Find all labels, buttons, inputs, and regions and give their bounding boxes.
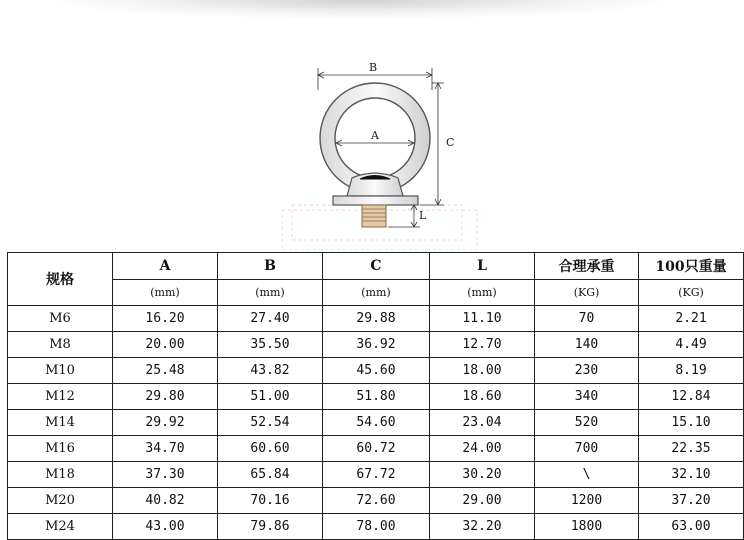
- table-cell: 18.00: [430, 358, 535, 384]
- spec-cell: M24: [8, 514, 113, 540]
- table-cell: 20.00: [113, 332, 218, 358]
- col-load-header: 合理承重: [535, 253, 639, 280]
- col-b-header: B: [218, 253, 323, 280]
- table-cell: 34.70: [113, 436, 218, 462]
- table-cell: 29.00: [430, 488, 535, 514]
- spec-table: [7, 252, 744, 540]
- col-a-unit: (mm): [113, 280, 218, 306]
- spec-cell: M18: [8, 462, 113, 488]
- table-row: [8, 514, 744, 540]
- header-row: [8, 253, 744, 280]
- spec-cell: M14: [8, 410, 113, 436]
- table-cell: 15.10: [639, 410, 744, 436]
- table-row: [8, 358, 744, 384]
- col-b-unit: (mm): [218, 280, 323, 306]
- spec-cell: M8: [8, 332, 113, 358]
- table-cell: 45.60: [323, 358, 430, 384]
- table-cell: 51.00: [218, 384, 323, 410]
- col-weight-header: 100只重量: [639, 253, 744, 280]
- table-cell: 60.72: [323, 436, 430, 462]
- table-row: [8, 410, 744, 436]
- table-cell: 18.60: [430, 384, 535, 410]
- col-l-unit: (mm): [430, 280, 535, 306]
- table-cell: 72.60: [323, 488, 430, 514]
- spec-cell: M6: [8, 306, 113, 332]
- table-cell: 27.40: [218, 306, 323, 332]
- table-cell: 32.10: [639, 462, 744, 488]
- spec-header: 规格: [8, 253, 113, 306]
- table-cell: 35.50: [218, 332, 323, 358]
- col-a-header: A: [113, 253, 218, 280]
- table-cell: 70: [535, 306, 639, 332]
- table-cell: 37.30: [113, 462, 218, 488]
- label-c: C: [446, 136, 455, 149]
- spec-cell: M20: [8, 488, 113, 514]
- table-cell: 37.20: [639, 488, 744, 514]
- table-cell: 29.92: [113, 410, 218, 436]
- table-cell: 60.60: [218, 436, 323, 462]
- table-cell: 54.60: [323, 410, 430, 436]
- table-cell: 43.00: [113, 514, 218, 540]
- table-cell: 230: [535, 358, 639, 384]
- table-cell: 1200: [535, 488, 639, 514]
- table-row: [8, 306, 744, 332]
- table-cell: 24.00: [430, 436, 535, 462]
- label-l: L: [419, 209, 427, 222]
- table-cell: 30.20: [430, 462, 535, 488]
- table-cell: 29.88: [323, 306, 430, 332]
- table-cell: \: [535, 462, 639, 488]
- table-cell: 22.35: [639, 436, 744, 462]
- col-l-header: L: [430, 253, 535, 280]
- col-weight-unit: (KG): [639, 280, 744, 306]
- table-cell: 12.84: [639, 384, 744, 410]
- table-cell: 16.20: [113, 306, 218, 332]
- table-cell: 700: [535, 436, 639, 462]
- table-row: [8, 332, 744, 358]
- table-cell: 11.10: [430, 306, 535, 332]
- table-cell: 23.04: [430, 410, 535, 436]
- table-cell: 2.21: [639, 306, 744, 332]
- table-cell: 1800: [535, 514, 639, 540]
- eye-bolt-diagram: [0, 0, 744, 250]
- table-cell: 78.00: [323, 514, 430, 540]
- table-cell: 340: [535, 384, 639, 410]
- table-row: [8, 384, 744, 410]
- col-c-unit: (mm): [323, 280, 430, 306]
- spec-cell: M10: [8, 358, 113, 384]
- table-cell: 4.49: [639, 332, 744, 358]
- table-cell: 52.54: [218, 410, 323, 436]
- label-b: B: [368, 61, 378, 74]
- table-cell: 25.48: [113, 358, 218, 384]
- table-row: [8, 462, 744, 488]
- table-cell: 43.82: [218, 358, 323, 384]
- spec-cell: M12: [8, 384, 113, 410]
- unit-row: [8, 280, 744, 306]
- table-cell: 70.16: [218, 488, 323, 514]
- table-cell: 29.80: [113, 384, 218, 410]
- table-cell: 140: [535, 332, 639, 358]
- table-cell: 40.82: [113, 488, 218, 514]
- col-c-header: C: [323, 253, 430, 280]
- spec-cell: M16: [8, 436, 113, 462]
- threaded-shank: [362, 205, 386, 227]
- table-cell: 36.92: [323, 332, 430, 358]
- table-cell: 65.84: [218, 462, 323, 488]
- col-load-unit: (KG): [535, 280, 639, 306]
- table-cell: 51.80: [323, 384, 430, 410]
- dimension-l: [388, 205, 420, 227]
- table-cell: 8.19: [639, 358, 744, 384]
- table-cell: 79.86: [218, 514, 323, 540]
- table-row: [8, 488, 744, 514]
- label-a: A: [371, 129, 379, 142]
- table-cell: 32.20: [430, 514, 535, 540]
- table-row: [8, 436, 744, 462]
- table-cell: 12.70: [430, 332, 535, 358]
- table-cell: 67.72: [323, 462, 430, 488]
- table-cell: 63.00: [639, 514, 744, 540]
- table-cell: 520: [535, 410, 639, 436]
